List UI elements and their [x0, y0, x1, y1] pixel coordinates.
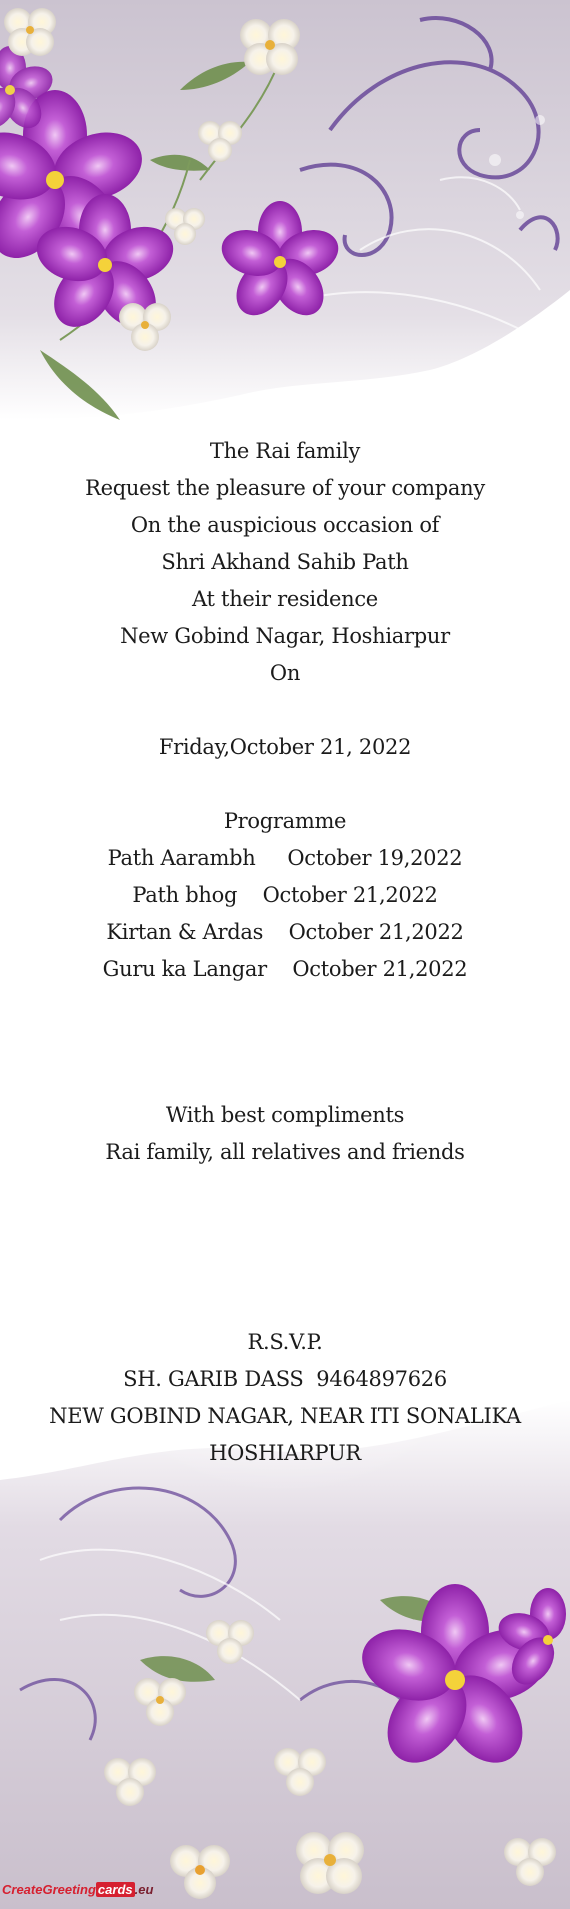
request-line: Request the pleasure of your company — [85, 476, 485, 500]
compliments-title: With best compliments — [165, 1103, 405, 1127]
watermark-brand: CreateGreeting — [2, 1882, 96, 1897]
venue-address: New Gobind Nagar, Hoshiarpur — [120, 624, 450, 648]
programme-item: Path bhog October 21,2022 — [132, 883, 438, 907]
venue-intro: At their residence — [192, 587, 378, 611]
event-date: Friday,October 21, 2022 — [158, 735, 412, 759]
programme-item: Guru ka Langar October 21,2022 — [102, 957, 468, 981]
rsvp-address-line1: NEW GOBIND NAGAR, NEAR ITI SONALIKA — [49, 1404, 521, 1428]
on-label: On — [269, 661, 301, 685]
rsvp-address-line2: HOSHIARPUR — [209, 1441, 361, 1465]
programme-title: Programme — [223, 809, 347, 833]
watermark-logo[interactable] — [2, 1873, 154, 1907]
event-name: Shri Akhand Sahib Path — [161, 550, 409, 574]
compliments-from: Rai family, all relatives and friends — [105, 1140, 465, 1164]
rsvp-title: R.S.V.P. — [247, 1330, 323, 1354]
host-name: The Rai family — [209, 439, 361, 463]
watermark-brand-accent: cards — [97, 1882, 133, 1897]
programme-item: Path Aarambh October 19,2022 — [107, 846, 463, 870]
occasion-intro: On the auspicious occasion of — [130, 513, 440, 537]
programme-item: Kirtan & Ardas October 21,2022 — [106, 920, 464, 944]
rsvp-contact: SH. GARIB DASS 9464897626 — [123, 1367, 447, 1391]
watermark-tld: .eu — [134, 1882, 154, 1897]
